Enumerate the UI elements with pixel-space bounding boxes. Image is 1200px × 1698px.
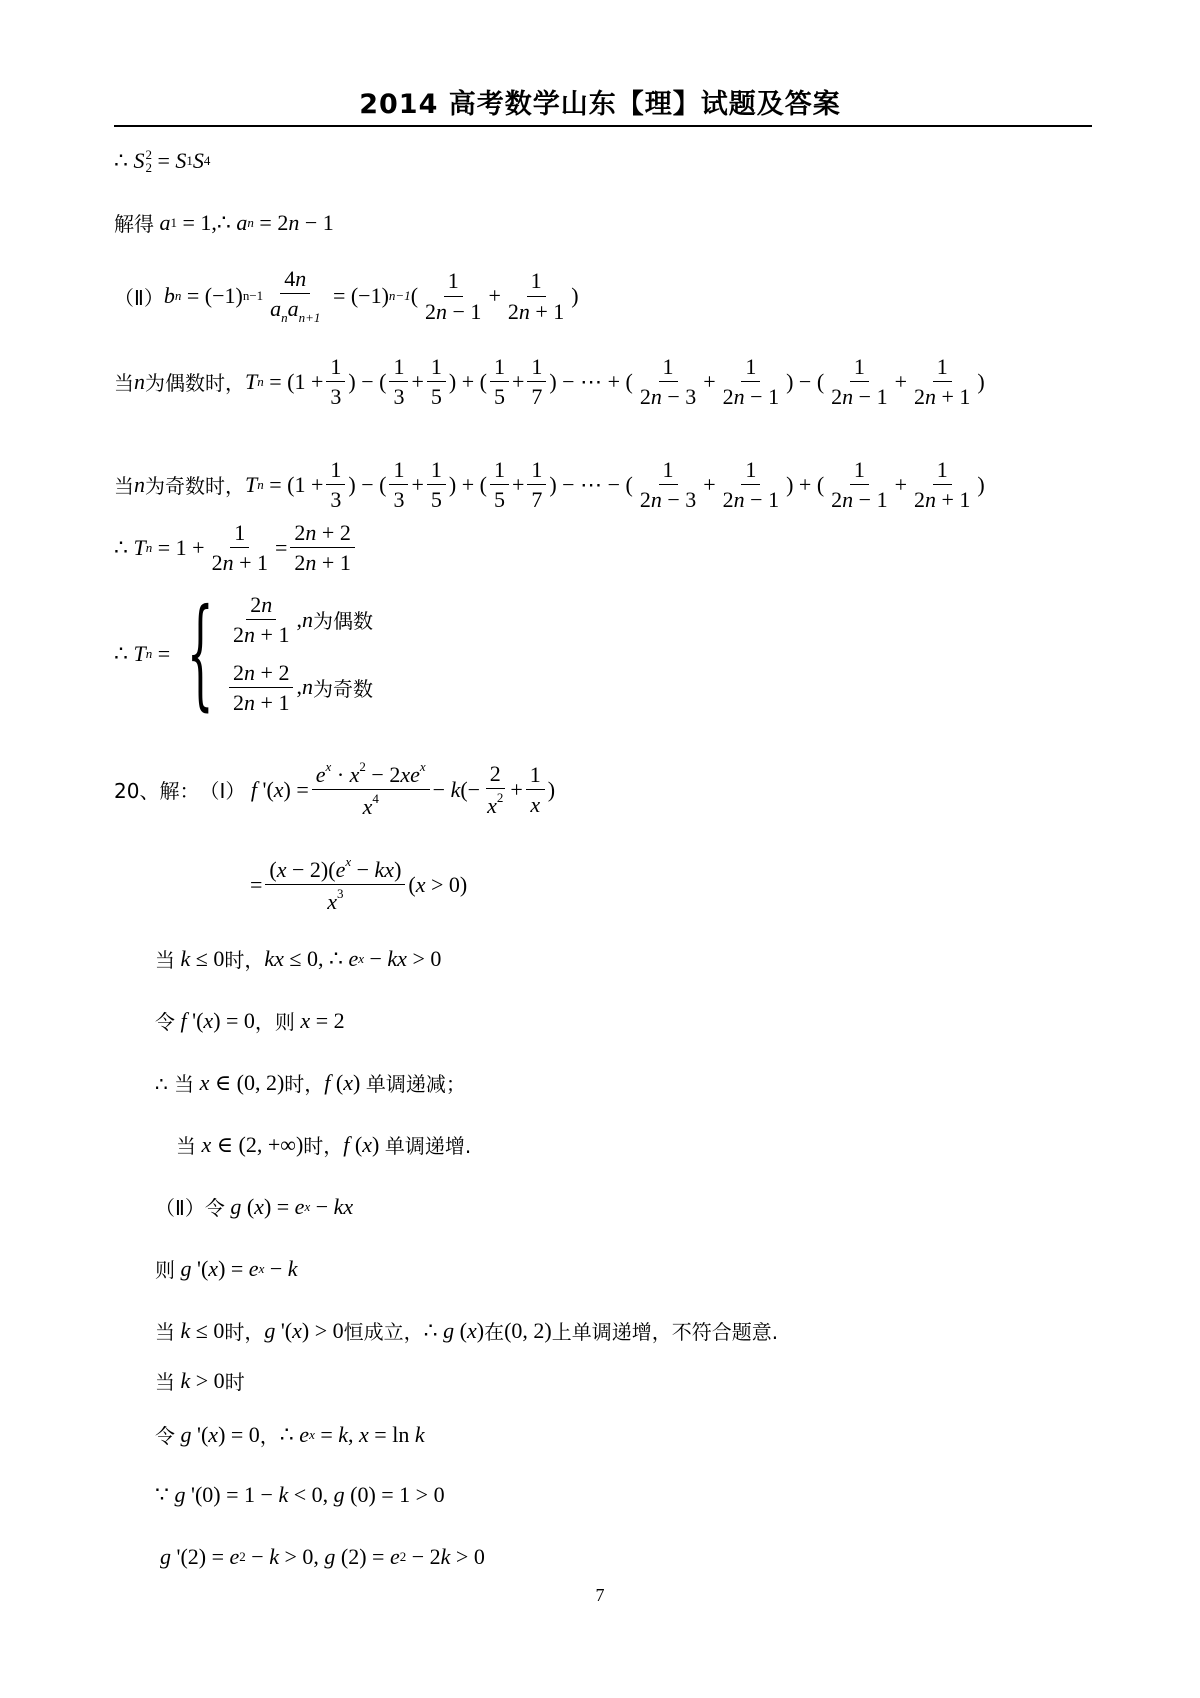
decreasing-interval: ∴ 当 x ∈ (0, 2) 时， f ( x ) 单调递减； — [155, 1069, 466, 1096]
g-values-at-two: g '(2) = e 2 − k > 0, g (2) = e 2 − 2 k > 0 — [160, 1544, 485, 1569]
equation-f-prime-factored: = $\frac{(x - 2)(e^x - kx)}{x^3}$ ( x > 0) — [250, 854, 468, 915]
set-g-prime-zero: 令 g '( x ) = 0 ， ∴ e x = k , x = ln k — [155, 1421, 425, 1448]
g-prime: 则 g '( x ) = e x − k — [155, 1255, 298, 1282]
equation-tn-even: 当 n 为偶数时， T n = (1 + $\frac{1}{3}$ ) − ( $\frac{1}{3}$ + $\frac{1}{5}$ ) + ( $\frac{1}{5}$ + $\frac{1}{7}$ ) − ⋯ + ( $\frac{1}{2n - 3}$ + $\frac{1}{2n - 1}$ ) − ( $\frac{1}{2n - 1}$ + $\frac{1}{2n + 1}$ ) — [114, 354, 985, 410]
case-g-k-nonpositive: 当 k ≤ 0 时， g '( x ) > 0 恒成立， ∴ g ( x ) 在 (0, 2) 上单调递增，不符合题意. — [155, 1317, 779, 1344]
equation-f-prime: 20、解： （Ⅰ） f '( x ) = $\frac{e^x \cdot x^2 - 2xe^x}{x^4}$ − k (− $\frac{2}{x^2}$ + $\frac{1}{x}$ ) — [114, 759, 556, 820]
equation-tn-piecewise: ∴ T n = { $\frac{2n}{2n + 1}$ , n 为偶数 $\frac{2n + 2}{2n + 1}$ , n 为奇数 — [114, 583, 373, 723]
define-g: （Ⅱ） 令 g ( x ) = e x − kx — [155, 1193, 354, 1220]
case-k-positive: 当 k > 0 时 — [155, 1367, 245, 1394]
page-title: 2014 高考数学山东【理】试题及答案 — [359, 89, 841, 120]
equation-tn-odd: 当 n 为奇数时， T n = (1 + $\frac{1}{3}$ ) − ( $\frac{1}{3}$ + $\frac{1}{5}$ ) + ( $\frac{1}{5}$ + $\frac{1}{7}$ ) − ⋯ − ( $\frac{1}{2n - 3}$ + $\frac{1}{2n - 1}$ ) + ( $\frac{1}{2n - 1}$ + $\frac{1}{2n + 1}$ ) — [114, 457, 985, 513]
solution-an: 解得 a 1 = 1,∴ a n = 2 n − 1 — [114, 209, 334, 236]
equation-tn-odd-result: ∴ T n = 1 + $\frac{1}{2n + 1}$ = $\frac{2n + 2}{2n + 1}$ — [114, 520, 358, 576]
case-k-nonpositive: 当 k ≤ 0 时， kx ≤ 0, ∴ e x − kx > 0 — [155, 945, 442, 972]
g-values-at-zero: ∵ g '(0) = 1 − k < 0, g (0) = 1 > 0 — [155, 1482, 445, 1507]
header-divider — [114, 125, 1092, 127]
equation-bn: （Ⅱ） b n = (−1) n−1 $\frac{4n}{a_na_{n+1}}$ = (−1) n−1 ( $\frac{1}{2n - 1}$ + $\frac{1}{2n + 1}$ ) — [114, 266, 579, 326]
page-number: 7 — [595, 1585, 605, 1605]
increasing-interval: 当 x ∈ (2, +∞) 时， f ( x ) 单调递增. — [176, 1131, 472, 1158]
set-f-prime-zero: 令 f '( x ) = 0 ， 则 x = 2 — [155, 1007, 345, 1034]
equation-s2-squared: ∴ S 2 2 = S 1 S 4 — [114, 147, 211, 175]
